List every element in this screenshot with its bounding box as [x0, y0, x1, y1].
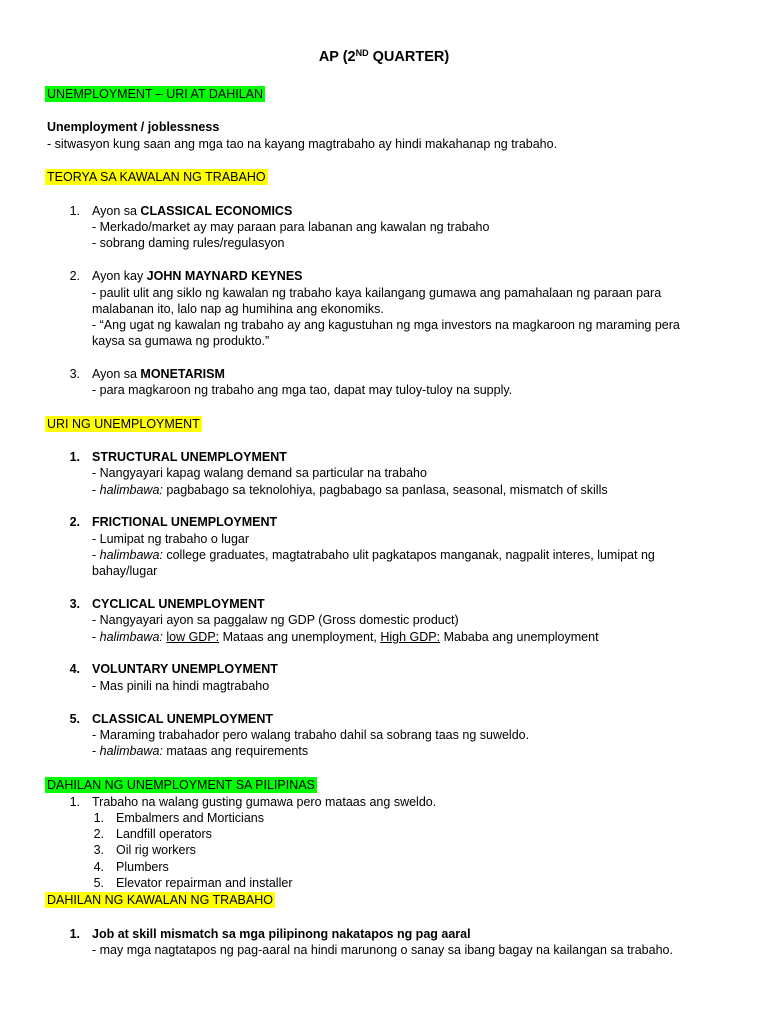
low-gdp-text: Mataas ang unemployment, [219, 630, 381, 644]
type-example [92, 629, 599, 645]
list-number: 3. [69, 597, 80, 611]
list-number: 1. [69, 795, 80, 809]
theory-line: malabanan ito, lalo nap ag humihina ang ekonomiks. [92, 302, 384, 316]
example-text: pagbabago sa teknolohiya, pagbabago sa panlasa, seasonal, mismatch of skills [162, 483, 608, 497]
list-number: 5. [69, 712, 80, 726]
type-description: - Lumipat ng trabaho o lugar [92, 532, 250, 546]
section-heading-teorya: TEORYA SA KAWALAN NG TRABAHO [47, 170, 266, 184]
type-title-structural: STRUCTURAL UNEMPLOYMENT [92, 450, 287, 464]
list-number: 2. [69, 515, 80, 529]
type-description: - Nangyayari ayon sa paggalaw ng GDP (Gross domestic product) [92, 613, 459, 627]
theory-line: - sobrang daming rules/regulasyon [92, 236, 285, 250]
dash: - [92, 483, 100, 497]
example-text: mataas ang requirements [162, 744, 309, 758]
example-label: halimbawa: [99, 483, 163, 497]
type-title-cyclical: CYCLICAL UNEMPLOYMENT [92, 597, 265, 611]
type-example [92, 547, 655, 563]
dash: - [92, 744, 100, 758]
example-text: college graduates, magtatrabaho ulit pagkatapos manganak, nagpalit interes, lumipat ng [162, 548, 655, 562]
sub-list-item: Landfill operators [116, 827, 212, 841]
theory-item-monetarism [92, 366, 225, 382]
section-heading-unemployment: UNEMPLOYMENT – URI AT DAHILAN [47, 87, 264, 101]
type-title-classical: CLASSICAL UNEMPLOYMENT [92, 712, 274, 726]
type-title-voluntary: VOLUNTARY UNEMPLOYMENT [92, 662, 278, 676]
term-unemployment: Unemployment / joblessness [47, 120, 220, 134]
sub-list-item: Plumbers [116, 860, 169, 874]
high-gdp-text: Mababa ang unemployment [440, 630, 599, 644]
type-description: - Maraming trabahador pero walang trabaho dahil sa sobrang taas ng suweldo. [92, 728, 530, 742]
list-number: 3. [69, 367, 80, 381]
theory-prefix: Ayon kay [92, 269, 147, 283]
type-example [92, 743, 308, 759]
theory-line: - Merkado/market ay may paraan para labanan ang kawalan ng trabaho [92, 220, 490, 234]
reason-description: - may mga nagtatapos ng pag-aaral na hindi marunong o sanay sa ibang bagay na kailangan sa trabaho. [92, 943, 673, 957]
theory-prefix: Ayon sa [92, 204, 141, 218]
list-number: 1. [69, 450, 80, 464]
section-heading-pilipinas: DAHILAN NG UNEMPLOYMENT SA PILIPINAS [47, 778, 315, 792]
sub-list-number: 5. [93, 876, 104, 890]
sub-list-item: Oil rig workers [116, 843, 196, 857]
title-text: AP (2 [318, 49, 356, 65]
theory-name: JOHN MAYNARD KEYNES [146, 269, 303, 283]
reason-text: Trabaho na walang gusting gumawa pero mataas ang sweldo. [92, 795, 437, 809]
list-number: 1. [69, 927, 80, 941]
sub-list-number: 2. [93, 827, 104, 841]
theory-line: - “Ang ugat ng kawalan ng trabaho ay ang kagustuhan ng mga investors na magkaroon ng maraming pera [92, 318, 680, 332]
theory-item-classical [92, 203, 292, 219]
title-superscript: ND [355, 48, 369, 58]
theory-name: CLASSICAL ECONOMICS [140, 204, 293, 218]
type-description: - Mas pinili na hindi magtrabaho [92, 679, 270, 693]
theory-line: kaysa sa gumawa ng produkto.” [92, 334, 270, 348]
page-title [0, 45, 768, 65]
dash: - [92, 630, 100, 644]
high-gdp-label: High GDP: [380, 630, 441, 644]
sub-list-item: Elevator repairman and installer [116, 876, 293, 890]
section-heading-kawalan: DAHILAN NG KAWALAN NG TRABAHO [47, 893, 273, 907]
theory-prefix: Ayon sa [92, 367, 141, 381]
type-description: - Nangyayari kapag walang demand sa particular na trabaho [92, 466, 427, 480]
example-label: halimbawa: [99, 744, 163, 758]
example-label: halimbawa: [99, 630, 163, 644]
theory-line: - paulit ulit ang siklo ng kawalan ng trabaho kaya kailangang gumawa ang pamahalaan ng paraan para [92, 286, 662, 300]
list-number: 1. [69, 204, 80, 218]
sub-list-number: 3. [93, 843, 104, 857]
definition-unemployment: - sitwasyon kung saan ang mga tao na kayang magtrabaho ay hindi makahanap ng trabaho. [47, 137, 558, 151]
title-text-end: QUARTER) [368, 49, 450, 65]
dash: - [92, 548, 100, 562]
sub-list-item: Embalmers and Morticians [116, 811, 264, 825]
list-number: 2. [69, 269, 80, 283]
type-title-frictional: FRICTIONAL UNEMPLOYMENT [92, 515, 278, 529]
theory-line: - para magkaroon ng trabaho ang mga tao, dapat may tuloy-tuloy na supply. [92, 383, 513, 397]
sub-list-number: 1. [93, 811, 104, 825]
section-heading-uri: URI NG UNEMPLOYMENT [47, 417, 200, 431]
type-example [92, 482, 608, 498]
reason-title: Job at skill mismatch sa mga pilipinong nakatapos ng pag aaral [92, 927, 471, 941]
sub-list-number: 4. [93, 860, 104, 874]
list-number: 4. [69, 662, 80, 676]
type-example-continued: bahay/lugar [92, 564, 158, 578]
theory-item-keynes [92, 268, 303, 284]
theory-name: MONETARISM [140, 367, 225, 381]
example-label: halimbawa: [99, 548, 163, 562]
low-gdp-label: low GDP: [166, 630, 220, 644]
